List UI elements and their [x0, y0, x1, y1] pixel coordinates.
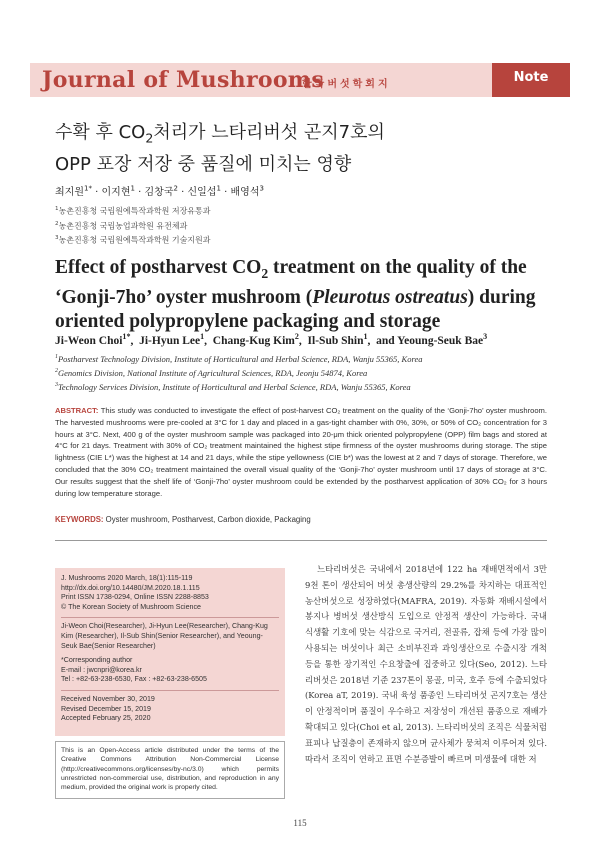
- article-info-box: [55, 568, 285, 736]
- korean-authors: 최지원$^{1*}$ · 이지현$^1$ · 김창국$^2$ · 신일섭$^1$ · 배영석$^3$: [55, 184, 264, 198]
- author-roles: Ji-Weon Choi(Researcher), Ji-Hyun Lee(Researcher), Chang-Kug Kim (Researcher), Il-Sub Shin(Senior Researcher), and Yeoung-Seuk Bae(Senior Researcher): [61, 622, 268, 650]
- english-affiliations: [55, 351, 423, 392]
- page-number: 115: [293, 818, 307, 828]
- info-divider: [61, 690, 279, 691]
- affiliation-line: $^2$농촌진흥청 국립농업과학원 유전체과: [55, 220, 188, 231]
- email-line[interactable]: E-mail : jwcnpri@korea.kr: [61, 665, 142, 674]
- doi-link[interactable]: http://dx.doi.org/10.14480/JM.2020.18.1.115: [61, 583, 200, 592]
- section-divider: [55, 540, 547, 541]
- license-box: This is an Open-Access article distributed under the terms of the Creative Commons Attribution Non-Commercial License (http://creativecommons.org/licenses/by-nc/3.0) which permits unrestricted non-commercial use, distribution, and reproduction in any medium, provided the original work is properly cited.: [55, 741, 285, 799]
- corresponding-block: [61, 656, 279, 685]
- abstract-text: This study was conducted to investigate the effect of post-harvest CO₂ treatment on the quality of the ‘Gonji-7ho’ oyster mushroom. The harvested mushrooms were pre-cooled at 3°C for 1 day and placed in a gas-tight chamber with 0%, 30%, or 50% of CO₂ concentration for 3 hours at 3°C. Next, 400 g of the oyster mushroom sample was packaged into 20-μm thick oriented polypropylene (OPP) film bags and stored at 4°C for 21 days. Treatment with 30% of CO₂ treatment maintained the highest stipe firmness of the oyster mushrooms during storage. The stipe lightness (CIE L*) was the highest at 14 and 21 days, while the stipe yellowness (CIE b*) was the lowest at 2 and 7 days of storage. Therefore, we concluded that the 30% CO₂ treatment maintained the overall visual quality of the ‘Gonji-7ho’ oyster mushroom until 17 days of storage at 3°C. Our results suggest that the shelf life of ‘Gonji-7ho’ oyster mushroom could be extended by the postharvest application of 30% CO₂ for 3 hours during low temperature storage.: [55, 406, 547, 498]
- info-divider: [61, 617, 279, 618]
- author-name: 배영석: [230, 187, 260, 198]
- phone-line: Tel : +82-63-238-6530, Fax : +82-63-238-6505: [61, 675, 207, 684]
- abstract-label: ABSTRACT:: [55, 406, 99, 415]
- author-name: and Yeoung-Seuk Bae: [376, 334, 484, 347]
- affiliation-line: $^1$Postharvest Technology Division, Institute of Horticultural and Herbal Science, RDA, Wanju 55365, Korea: [55, 353, 423, 364]
- society-name-korean: 한국버섯학회지: [302, 79, 391, 90]
- citation-line: J. Mushrooms 2020 March, 18(1):115-119: [61, 574, 193, 582]
- affiliation-line: $^1$농촌진흥청 국립원예특작과학원 저장유통과: [55, 206, 211, 216]
- affiliation-line: $^2$Genomics Division, National Institute of Agricultural Sciences, RDA, Jeonju 54874, Korea: [55, 367, 368, 378]
- issn-line: Print ISSN 1738-0294, Online ISSN 2288-8853: [61, 593, 209, 602]
- article-type-badge: Note: [492, 63, 570, 97]
- korean-title-line-2: OPP 포장 저장 중 품질에 미치는 영향: [55, 153, 352, 175]
- author-name: 이지현: [101, 187, 131, 198]
- revised-date: Revised December 15, 2019: [61, 704, 151, 713]
- affiliation-line: $^3$Technology Services Division, Institute of Horticultural and Herbal Science, RDA, Wanju 55365, Korea: [55, 381, 411, 392]
- author-name: 신일섭: [187, 187, 217, 198]
- keywords-text: Oyster mushroom, Postharvest, Carbon dioxide, Packaging: [103, 515, 311, 524]
- dates-block: [61, 695, 279, 724]
- copyright-line: © The Korean Society of Mushroom Science: [61, 602, 201, 611]
- journal-name: Journal of Mushrooms: [42, 67, 325, 93]
- citation-block: [61, 574, 279, 612]
- body-paragraph: 느타리버섯은 국내에서 2018년에 122 ha 재배면적에서 3만 9천 톤이 생산되어 버섯 총생산량의 29.2%를 차지하는 대표적인 농산버섯으로 성장하였다(MAFRA, 2019). 자동화 재배시설에서 봉지나 병버섯 생산방식 도입으로 안정적 생산이 가능하다. 국내 식생활 기호에 맞는 식감으로 국거리, 전골류, 잡채 등에 가장 많이 사용되는 버섯이나 최근 소비부진과 과잉생산으로 수출시장 개척 등을 통한 장기적인 수요창출에 집중하고 있다(Seo, 2012). 느타리버섯은 2018년 기준 237톤이 몽골, 미국, 호주 등에 수출되었다(Korea aT, 2019). 국내 육성 품종인 느타리버섯 곤지7호는 생산이 안정적이며 품질이 우수하고 저장성이 개선된 품종으로 재배가 확대되고 있다(Choi et al, 2013). 느타리버섯의 조직은 식물처럼 표피나 납질층이 존재하지 않으며 균사체가 뭉쳐져 이루어져 있다. 따라서 조직이 연하고 표면 수분증발이 빠르며 미생물에 대한 저: [305, 564, 547, 764]
- english-authors: Ji-Weon Choi$^{1*}$, Ji-Hyun Lee$^1$, Chang-Kug Kim$^2$, Il-Sub Shin$^1$, and Yeoung-Seuk Bae$^3$: [55, 332, 488, 347]
- received-date: Received November 30, 2019: [61, 694, 155, 703]
- author-name: Il-Sub Shin: [307, 334, 364, 347]
- author-name: Ji-Weon Choi: [55, 334, 123, 347]
- corresponding-label: *Corresponding author: [61, 656, 133, 665]
- journal-banner: [30, 63, 570, 97]
- keywords-label: KEYWORDS:: [55, 515, 104, 524]
- english-title: Effect of postharvest $CO_2$ treatment on the quality of the ‘Gonji-7ho’ oyster mushroom (Pleurotus ostreatus) during oriented polypropylene packaging and storage: [55, 257, 536, 332]
- author-name: 김창국: [144, 187, 174, 198]
- affiliation-line: $^3$농촌진흥청 국립원예특작과학원 기술지원과: [55, 235, 211, 245]
- korean-title-line-1: 수확 후 $CO_2$처리가 느타리버섯 곤지7호의: [55, 122, 385, 146]
- keywords: [55, 515, 547, 524]
- author-name: Chang-Kug Kim: [212, 334, 295, 347]
- abstract: [55, 405, 547, 499]
- korean-title: [55, 120, 555, 178]
- author-name: Ji-Hyun Lee: [139, 334, 201, 347]
- korean-affiliations: [55, 203, 210, 247]
- accepted-date: Accepted February 25, 2020: [61, 714, 151, 723]
- author-name: 최지원: [55, 187, 84, 198]
